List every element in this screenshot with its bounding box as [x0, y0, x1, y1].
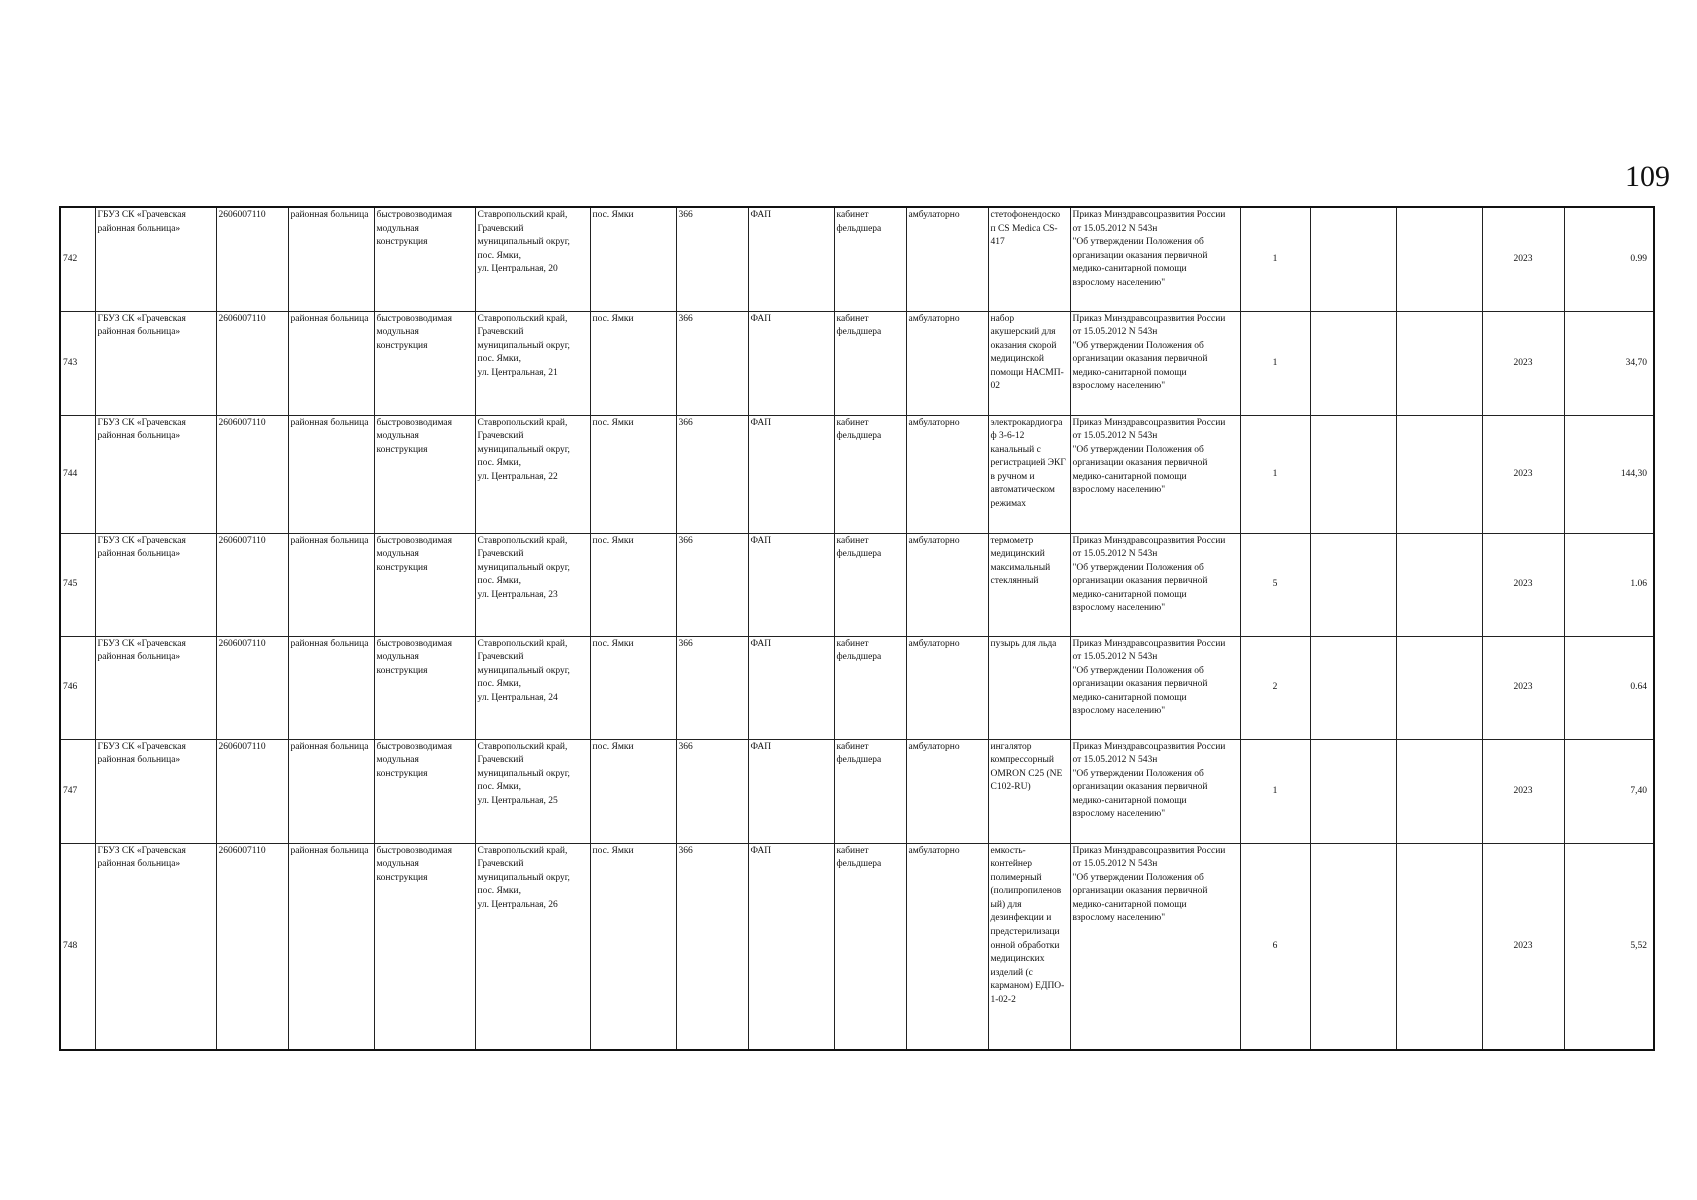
equipment-name-line: контейнер: [990, 859, 1032, 870]
inn-cell: 2606007110: [216, 739, 288, 843]
address-line: пос. Ямки,: [477, 250, 521, 261]
building-type-cell: [374, 533, 475, 636]
regulation-line: от 15.05.2012 N 543н: [1072, 549, 1158, 560]
room-line: кабинет: [836, 741, 869, 752]
inn-cell: 2606007110: [216, 415, 288, 533]
regulation-cell: [1070, 533, 1240, 636]
room-line: фельдшера: [836, 755, 882, 766]
code-cell: 366: [676, 415, 748, 533]
building-type-cell: [374, 415, 475, 533]
building-type-line: быстровозводимая: [376, 417, 452, 428]
regulation-line: "Об утверждении Положения об: [1072, 237, 1204, 248]
organization-line: районная больница»: [97, 327, 181, 338]
address-line: Грачевский: [477, 859, 524, 870]
equipment-name-line: предстерилизаци: [990, 927, 1060, 938]
building-type-line: быстровозводимая: [376, 638, 452, 649]
building-type-cell: [374, 843, 475, 1050]
equipment-name-line: полимерный: [990, 872, 1042, 883]
amount-cell: 0.64: [1564, 636, 1654, 739]
building-type-line: быстровозводимая: [376, 210, 452, 220]
building-type-line: модульная: [376, 549, 419, 560]
empty-cell: [1396, 636, 1482, 739]
equipment-name-line: карманом) ЕДПО-: [990, 981, 1065, 992]
empty-cell: [1310, 843, 1396, 1050]
building-type-line: конструкция: [376, 872, 428, 883]
regulation-line: организации оказания первичной: [1072, 354, 1208, 365]
quantity-cell: 6: [1240, 843, 1310, 1050]
room-line: фельдшера: [836, 327, 882, 338]
organization-cell: [95, 311, 216, 415]
regulation-cell: [1070, 636, 1240, 739]
equipment-name-line: онной обработки: [990, 940, 1060, 951]
room-line: кабинет: [836, 845, 869, 856]
equipment-name-line: пузырь для льда: [990, 638, 1057, 649]
organization-line: ГБУЗ СК «Грачевская: [97, 535, 186, 546]
equipment-name-cell: [988, 636, 1070, 739]
equipment-name-line: автоматическом: [990, 485, 1055, 496]
regulation-line: от 15.05.2012 N 543н: [1072, 755, 1158, 766]
organization-cell: [95, 843, 216, 1050]
equipment-name-line: в ручном и: [990, 471, 1035, 482]
address-line: ул. Центральная, 23: [477, 589, 558, 600]
year-cell: 2023: [1482, 843, 1564, 1050]
equipment-name-cell: [988, 843, 1070, 1050]
equipment-name-line: стетофонендоско: [990, 210, 1061, 220]
address-cell: [475, 843, 590, 1050]
amount-cell: 1.06: [1564, 533, 1654, 636]
equipment-name-line: компрессорный: [990, 755, 1054, 766]
care-form-cell: амбулаторно: [906, 739, 988, 843]
empty-cell: [1310, 311, 1396, 415]
equipment-name-line: (полипропиленов: [990, 886, 1062, 897]
address-line: Ставропольский край,: [477, 535, 568, 546]
care-form-cell: амбулаторно: [906, 207, 988, 311]
code-cell: 366: [676, 843, 748, 1050]
table-row: [60, 311, 1654, 415]
equipment-register-table: [59, 206, 1655, 1051]
unit-cell: ФАП: [748, 533, 834, 636]
empty-cell: [1310, 415, 1396, 533]
room-line: фельдшера: [836, 431, 882, 442]
equipment-name-line: канальный с: [990, 444, 1041, 455]
building-type-line: конструкция: [376, 340, 428, 351]
building-type-line: модульная: [376, 431, 419, 442]
equipment-name-cell: [988, 739, 1070, 843]
table-row: [60, 636, 1654, 739]
address-line: муниципальный округ,: [477, 340, 570, 351]
regulation-line: "Об утверждении Положения об: [1072, 665, 1204, 676]
address-line: муниципальный округ,: [477, 768, 570, 779]
address-line: пос. Ямки,: [477, 886, 521, 897]
organization-line: районная больница»: [97, 755, 181, 766]
organization-line: ГБУЗ СК «Грачевская: [97, 845, 186, 856]
building-type-cell: [374, 207, 475, 311]
equipment-name-line: помощи НАСМП-: [990, 367, 1064, 378]
inn-cell: 2606007110: [216, 207, 288, 311]
equipment-name-line: набор: [990, 313, 1015, 324]
address-line: пос. Ямки,: [477, 354, 521, 365]
institution-type-cell: районная больница: [288, 739, 374, 843]
building-type-line: быстровозводимая: [376, 741, 452, 752]
room-cell: [834, 843, 906, 1050]
empty-cell: [1396, 533, 1482, 636]
address-line: ул. Центральная, 26: [477, 899, 558, 910]
organization-cell: [95, 636, 216, 739]
room-cell: [834, 739, 906, 843]
code-cell: 366: [676, 636, 748, 739]
table-row: [60, 739, 1654, 843]
organization-line: ГБУЗ СК «Грачевская: [97, 313, 186, 324]
regulation-cell: [1070, 843, 1240, 1050]
year-cell: 2023: [1482, 739, 1564, 843]
locality-cell: пос. Ямки: [590, 415, 676, 533]
table-row: [60, 207, 1654, 311]
equipment-name-line: ф 3-6-12: [990, 431, 1025, 442]
unit-cell: ФАП: [748, 739, 834, 843]
equipment-name-line: п CS Medica CS-: [990, 223, 1058, 234]
regulation-line: "Об утверждении Положения об: [1072, 444, 1204, 455]
building-type-line: конструкция: [376, 562, 428, 573]
regulation-line: "Об утверждении Положения об: [1072, 872, 1204, 883]
care-form-cell: амбулаторно: [906, 636, 988, 739]
address-line: ул. Центральная, 25: [477, 795, 558, 806]
address-line: ул. Центральная, 21: [477, 367, 558, 378]
inn-cell: 2606007110: [216, 636, 288, 739]
year-cell: 2023: [1482, 533, 1564, 636]
institution-type-cell: районная больница: [288, 636, 374, 739]
quantity-cell: 1: [1240, 415, 1310, 533]
regulation-line: взрослому населению": [1072, 706, 1166, 717]
quantity-cell: 1: [1240, 311, 1310, 415]
regulation-line: Приказ Минздравсоцразвития России: [1072, 210, 1226, 220]
regulation-line: взрослому населению": [1072, 277, 1166, 288]
organization-line: районная больница»: [97, 859, 181, 870]
equipment-name-line: ый) для: [990, 899, 1022, 910]
regulation-line: взрослому населению": [1072, 809, 1166, 820]
room-line: фельдшера: [836, 223, 882, 234]
building-type-line: модульная: [376, 652, 419, 663]
building-type-line: модульная: [376, 755, 419, 766]
address-line: муниципальный округ,: [477, 237, 570, 248]
quantity-cell: 2: [1240, 636, 1310, 739]
regulation-line: организации оказания первичной: [1072, 782, 1208, 793]
regulation-line: организации оказания первичной: [1072, 458, 1208, 469]
building-type-cell: [374, 311, 475, 415]
address-line: Грачевский: [477, 652, 524, 663]
page-number: 109: [1625, 160, 1670, 193]
regulation-line: организации оказания первичной: [1072, 250, 1208, 261]
room-line: кабинет: [836, 535, 869, 546]
equipment-name-line: 1-02-2: [990, 995, 1016, 1006]
regulation-line: Приказ Минздравсоцразвития России: [1072, 535, 1226, 546]
year-cell: 2023: [1482, 415, 1564, 533]
address-line: Ставропольский край,: [477, 638, 568, 649]
address-cell: [475, 415, 590, 533]
address-line: пос. Ямки,: [477, 458, 521, 469]
locality-cell: пос. Ямки: [590, 843, 676, 1050]
regulation-line: от 15.05.2012 N 543н: [1072, 223, 1158, 234]
equipment-name-line: C102-RU): [990, 782, 1031, 793]
table-row: [60, 533, 1654, 636]
equipment-name-cell: [988, 415, 1070, 533]
equipment-name-line: электрокардиогра: [990, 417, 1063, 428]
address-line: муниципальный округ,: [477, 872, 570, 883]
regulation-line: взрослому населению": [1072, 603, 1166, 614]
equipment-name-line: 02: [990, 381, 1000, 392]
locality-cell: пос. Ямки: [590, 636, 676, 739]
code-cell: 366: [676, 533, 748, 636]
address-line: пос. Ямки,: [477, 576, 521, 587]
regulation-cell: [1070, 739, 1240, 843]
room-line: кабинет: [836, 313, 869, 324]
building-type-line: конструкция: [376, 444, 428, 455]
address-line: Ставропольский край,: [477, 210, 568, 220]
row-number-cell: 746: [60, 636, 95, 739]
building-type-line: конструкция: [376, 665, 428, 676]
empty-cell: [1396, 739, 1482, 843]
equipment-name-line: термометр: [990, 535, 1034, 546]
room-cell: [834, 311, 906, 415]
room-line: кабинет: [836, 417, 869, 428]
regulation-line: медико-санитарной помощи: [1072, 471, 1187, 482]
amount-cell: 7,40: [1564, 739, 1654, 843]
building-type-line: быстровозводимая: [376, 845, 452, 856]
organization-cell: [95, 415, 216, 533]
room-cell: [834, 533, 906, 636]
empty-cell: [1396, 311, 1482, 415]
amount-cell: 0.99: [1564, 207, 1654, 311]
building-type-line: конструкция: [376, 768, 428, 779]
table-row: [60, 415, 1654, 533]
row-number-cell: 743: [60, 311, 95, 415]
equipment-name-line: 417: [990, 237, 1005, 248]
care-form-cell: амбулаторно: [906, 533, 988, 636]
regulation-line: Приказ Минздравсоцразвития России: [1072, 845, 1226, 856]
organization-cell: [95, 739, 216, 843]
regulation-line: от 15.05.2012 N 543н: [1072, 327, 1158, 338]
row-number-cell: 742: [60, 207, 95, 311]
organization-line: ГБУЗ СК «Грачевская: [97, 210, 186, 220]
address-line: ул. Центральная, 20: [477, 264, 558, 275]
room-line: фельдшера: [836, 652, 882, 663]
quantity-cell: 5: [1240, 533, 1310, 636]
regulation-cell: [1070, 207, 1240, 311]
table-row: [60, 843, 1654, 1050]
inn-cell: 2606007110: [216, 311, 288, 415]
address-line: Грачевский: [477, 223, 524, 234]
regulation-line: взрослому населению": [1072, 381, 1166, 392]
care-form-cell: амбулаторно: [906, 415, 988, 533]
address-line: муниципальный округ,: [477, 444, 570, 455]
organization-line: районная больница»: [97, 652, 181, 663]
equipment-name-line: медицинской: [990, 354, 1044, 365]
address-cell: [475, 207, 590, 311]
regulation-line: от 15.05.2012 N 543н: [1072, 652, 1158, 663]
regulation-cell: [1070, 311, 1240, 415]
organization-line: ГБУЗ СК «Грачевская: [97, 638, 186, 649]
empty-cell: [1396, 207, 1482, 311]
address-line: пос. Ямки,: [477, 679, 521, 690]
equipment-name-line: регистрацией ЭКГ: [990, 458, 1066, 469]
address-cell: [475, 311, 590, 415]
care-form-cell: амбулаторно: [906, 311, 988, 415]
equipment-name-line: ингалятор: [990, 741, 1032, 752]
unit-cell: ФАП: [748, 636, 834, 739]
equipment-name-line: максимальный: [990, 562, 1051, 573]
room-cell: [834, 636, 906, 739]
locality-cell: пос. Ямки: [590, 311, 676, 415]
empty-cell: [1396, 415, 1482, 533]
equipment-name-cell: [988, 533, 1070, 636]
code-cell: 366: [676, 207, 748, 311]
equipment-name-line: OMRON C25 (NE: [990, 768, 1063, 779]
regulation-line: Приказ Минздравсоцразвития России: [1072, 313, 1226, 324]
address-cell: [475, 739, 590, 843]
equipment-name-line: медицинский: [990, 549, 1045, 560]
locality-cell: пос. Ямки: [590, 207, 676, 311]
empty-cell: [1310, 739, 1396, 843]
amount-cell: 5,52: [1564, 843, 1654, 1050]
row-number-cell: 747: [60, 739, 95, 843]
organization-line: районная больница»: [97, 223, 181, 234]
regulation-line: от 15.05.2012 N 543н: [1072, 431, 1158, 442]
equipment-name-line: стеклянный: [990, 576, 1039, 587]
address-line: ул. Центральная, 22: [477, 471, 558, 482]
equipment-name-line: медицинских: [990, 954, 1045, 965]
regulation-line: "Об утверждении Положения об: [1072, 562, 1204, 573]
regulation-line: Приказ Минздравсоцразвития России: [1072, 741, 1226, 752]
address-line: Ставропольский край,: [477, 313, 568, 324]
room-line: кабинет: [836, 638, 869, 649]
register-body: [60, 207, 1654, 1050]
year-cell: 2023: [1482, 311, 1564, 415]
room-cell: [834, 415, 906, 533]
address-line: Грачевский: [477, 431, 524, 442]
address-cell: [475, 636, 590, 739]
amount-cell: 34,70: [1564, 311, 1654, 415]
regulation-line: организации оказания первичной: [1072, 576, 1208, 587]
equipment-name-line: емкость-: [990, 845, 1026, 856]
row-number-cell: 744: [60, 415, 95, 533]
inn-cell: 2606007110: [216, 533, 288, 636]
locality-cell: пос. Ямки: [590, 739, 676, 843]
organization-line: районная больница»: [97, 431, 181, 442]
address-line: Грачевский: [477, 755, 524, 766]
institution-type-cell: районная больница: [288, 843, 374, 1050]
institution-type-cell: районная больница: [288, 533, 374, 636]
unit-cell: ФАП: [748, 311, 834, 415]
unit-cell: ФАП: [748, 207, 834, 311]
institution-type-cell: районная больница: [288, 311, 374, 415]
address-line: Ставропольский край,: [477, 845, 568, 856]
regulation-line: медико-санитарной помощи: [1072, 589, 1187, 600]
regulation-line: взрослому населению": [1072, 485, 1166, 496]
address-cell: [475, 533, 590, 636]
regulation-line: медико-санитарной помощи: [1072, 899, 1187, 910]
institution-type-cell: районная больница: [288, 207, 374, 311]
address-line: муниципальный округ,: [477, 665, 570, 676]
equipment-name-line: акушерский для: [990, 327, 1056, 338]
year-cell: 2023: [1482, 207, 1564, 311]
address-line: Грачевский: [477, 549, 524, 560]
building-type-line: модульная: [376, 859, 419, 870]
empty-cell: [1310, 207, 1396, 311]
regulation-line: медико-санитарной помощи: [1072, 367, 1187, 378]
code-cell: 366: [676, 311, 748, 415]
regulation-line: медико-санитарной помощи: [1072, 264, 1187, 275]
building-type-line: конструкция: [376, 237, 428, 248]
regulation-line: организации оказания первичной: [1072, 886, 1208, 897]
regulation-line: медико-санитарной помощи: [1072, 692, 1187, 703]
building-type-line: модульная: [376, 327, 419, 338]
address-line: муниципальный округ,: [477, 562, 570, 573]
regulation-line: Приказ Минздравсоцразвития России: [1072, 417, 1226, 428]
organization-line: ГБУЗ СК «Грачевская: [97, 417, 186, 428]
building-type-cell: [374, 739, 475, 843]
regulation-line: Приказ Минздравсоцразвития России: [1072, 638, 1226, 649]
regulation-line: организации оказания первичной: [1072, 679, 1208, 690]
year-cell: 2023: [1482, 636, 1564, 739]
address-line: Ставропольский край,: [477, 741, 568, 752]
quantity-cell: 1: [1240, 207, 1310, 311]
equipment-name-cell: [988, 311, 1070, 415]
equipment-name-line: дезинфекции и: [990, 913, 1052, 924]
regulation-cell: [1070, 415, 1240, 533]
equipment-name-line: режимах: [990, 499, 1027, 510]
empty-cell: [1310, 533, 1396, 636]
empty-cell: [1396, 843, 1482, 1050]
unit-cell: ФАП: [748, 843, 834, 1050]
equipment-name-cell: [988, 207, 1070, 311]
empty-cell: [1310, 636, 1396, 739]
regulation-line: "Об утверждении Положения об: [1072, 340, 1204, 351]
address-line: Ставропольский край,: [477, 417, 568, 428]
building-type-cell: [374, 636, 475, 739]
organization-line: ГБУЗ СК «Грачевская: [97, 741, 186, 752]
room-line: фельдшера: [836, 549, 882, 560]
building-type-line: быстровозводимая: [376, 535, 452, 546]
unit-cell: ФАП: [748, 415, 834, 533]
organization-cell: [95, 533, 216, 636]
code-cell: 366: [676, 739, 748, 843]
room-line: фельдшера: [836, 859, 882, 870]
regulation-line: взрослому населению": [1072, 913, 1166, 924]
care-form-cell: амбулаторно: [906, 843, 988, 1050]
building-type-line: быстровозводимая: [376, 313, 452, 324]
address-line: Грачевский: [477, 327, 524, 338]
organization-cell: [95, 207, 216, 311]
address-line: ул. Центральная, 24: [477, 692, 558, 703]
institution-type-cell: районная больница: [288, 415, 374, 533]
row-number-cell: 748: [60, 843, 95, 1050]
inn-cell: 2606007110: [216, 843, 288, 1050]
quantity-cell: 1: [1240, 739, 1310, 843]
regulation-line: от 15.05.2012 N 543н: [1072, 859, 1158, 870]
row-number-cell: 745: [60, 533, 95, 636]
organization-line: районная больница»: [97, 549, 181, 560]
equipment-name-line: оказания скорой: [990, 340, 1057, 351]
equipment-name-line: изделий (с: [990, 967, 1033, 978]
address-line: пос. Ямки,: [477, 782, 521, 793]
regulation-line: "Об утверждении Положения об: [1072, 768, 1204, 779]
building-type-line: модульная: [376, 223, 419, 234]
amount-cell: 144,30: [1564, 415, 1654, 533]
locality-cell: пос. Ямки: [590, 533, 676, 636]
regulation-line: медико-санитарной помощи: [1072, 795, 1187, 806]
room-cell: [834, 207, 906, 311]
room-line: кабинет: [836, 210, 869, 220]
